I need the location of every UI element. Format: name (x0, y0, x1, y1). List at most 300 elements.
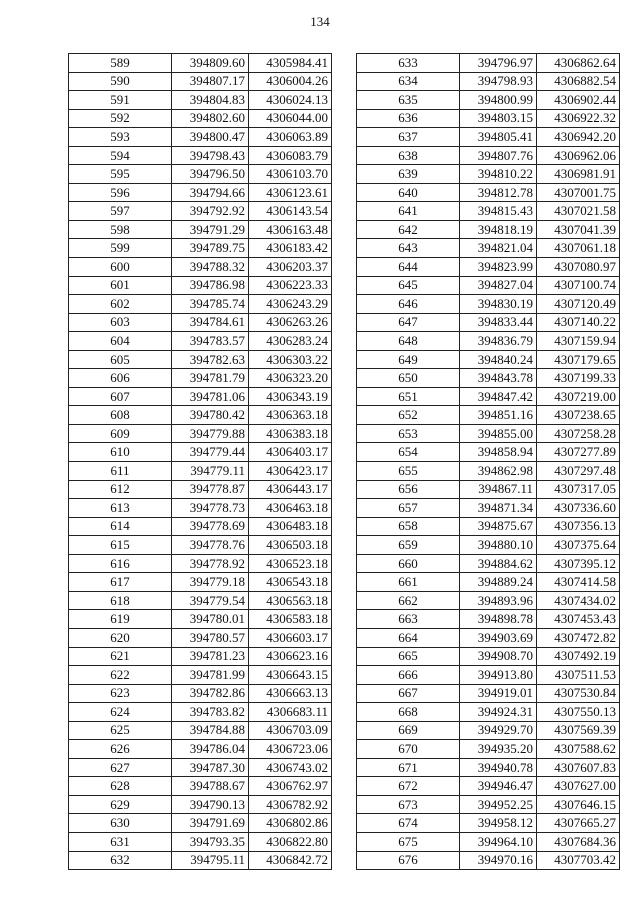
y-coordinate-cell: 4307665.27 (537, 814, 620, 833)
point-number-cell: 660 (357, 554, 460, 573)
y-coordinate-cell: 4306143.54 (249, 202, 332, 221)
table-row (69, 647, 332, 666)
table-row (357, 517, 620, 536)
y-coordinate-cell: 4306563.18 (249, 591, 332, 610)
x-coordinate-cell: 394810.22 (460, 165, 537, 184)
x-coordinate-cell: 394818.19 (460, 220, 537, 239)
point-number-cell: 633 (357, 54, 460, 73)
x-coordinate-cell: 394893.96 (460, 591, 537, 610)
point-number-cell: 647 (357, 313, 460, 332)
y-coordinate-cell: 4307080.97 (537, 258, 620, 277)
y-coordinate-cell: 4307627.00 (537, 777, 620, 796)
x-coordinate-cell: 394809.60 (172, 54, 249, 73)
point-number-cell: 630 (69, 814, 172, 833)
x-coordinate-cell: 394913.80 (460, 666, 537, 685)
y-coordinate-cell: 4306483.18 (249, 517, 332, 536)
x-coordinate-cell: 394884.62 (460, 554, 537, 573)
x-coordinate-cell: 394802.60 (172, 109, 249, 128)
y-coordinate-cell: 4306403.17 (249, 443, 332, 462)
point-number-cell: 642 (357, 220, 460, 239)
y-coordinate-cell: 4306922.32 (537, 109, 620, 128)
y-coordinate-cell: 4306523.18 (249, 554, 332, 573)
y-coordinate-cell: 4307607.83 (537, 758, 620, 777)
point-number-cell: 666 (357, 666, 460, 685)
point-number-cell: 672 (357, 777, 460, 796)
point-number-cell: 653 (357, 424, 460, 443)
table-row (357, 814, 620, 833)
table-row (357, 573, 620, 592)
x-coordinate-cell: 394858.94 (460, 443, 537, 462)
x-coordinate-cell: 394827.04 (460, 276, 537, 295)
y-coordinate-cell: 4306323.20 (249, 369, 332, 388)
table-row (69, 851, 332, 870)
table-row (69, 573, 332, 592)
table-row (357, 851, 620, 870)
point-number-cell: 662 (357, 591, 460, 610)
x-coordinate-cell: 394784.88 (172, 721, 249, 740)
x-coordinate-cell: 394807.17 (172, 72, 249, 91)
point-number-cell: 623 (69, 684, 172, 703)
x-coordinate-cell: 394796.50 (172, 165, 249, 184)
point-number-cell: 659 (357, 536, 460, 555)
table-row (357, 332, 620, 351)
y-coordinate-cell: 4307120.49 (537, 295, 620, 314)
table-row (357, 387, 620, 406)
x-coordinate-cell: 394903.69 (460, 628, 537, 647)
table-row (357, 591, 620, 610)
table-row (357, 758, 620, 777)
x-coordinate-cell: 394908.70 (460, 647, 537, 666)
table-row (69, 239, 332, 258)
y-coordinate-cell: 4306004.26 (249, 72, 332, 91)
point-number-cell: 622 (69, 666, 172, 685)
y-coordinate-cell: 4306942.20 (537, 128, 620, 147)
x-coordinate-cell: 394871.34 (460, 499, 537, 518)
table-row (69, 462, 332, 481)
x-coordinate-cell: 394781.79 (172, 369, 249, 388)
x-coordinate-cell: 394798.93 (460, 72, 537, 91)
x-coordinate-cell: 394783.82 (172, 703, 249, 722)
y-coordinate-cell: 4306802.86 (249, 814, 332, 833)
point-number-cell: 600 (69, 258, 172, 277)
table-row (69, 387, 332, 406)
point-number-cell: 619 (69, 610, 172, 629)
table-row (69, 276, 332, 295)
x-coordinate-cell: 394929.70 (460, 721, 537, 740)
point-number-cell: 639 (357, 165, 460, 184)
y-coordinate-cell: 4307492.19 (537, 647, 620, 666)
x-coordinate-cell: 394789.75 (172, 239, 249, 258)
table-row (69, 740, 332, 759)
y-coordinate-cell: 4307336.60 (537, 499, 620, 518)
x-coordinate-cell: 394778.87 (172, 480, 249, 499)
point-number-cell: 594 (69, 146, 172, 165)
table-row (357, 165, 620, 184)
table-row (69, 424, 332, 443)
x-coordinate-cell: 394964.10 (460, 832, 537, 851)
table-row (357, 703, 620, 722)
y-coordinate-cell: 4306862.64 (537, 54, 620, 73)
table-row (357, 72, 620, 91)
x-coordinate-cell: 394924.31 (460, 703, 537, 722)
y-coordinate-cell: 4307472.82 (537, 628, 620, 647)
table-row (357, 777, 620, 796)
y-coordinate-cell: 4306463.18 (249, 499, 332, 518)
table-row (69, 795, 332, 814)
point-number-cell: 605 (69, 350, 172, 369)
table-row (69, 146, 332, 165)
point-number-cell: 669 (357, 721, 460, 740)
y-coordinate-cell: 4306083.79 (249, 146, 332, 165)
y-coordinate-cell: 4307414.58 (537, 573, 620, 592)
point-number-cell: 646 (357, 295, 460, 314)
point-number-cell: 651 (357, 387, 460, 406)
table-row (357, 202, 620, 221)
x-coordinate-cell: 394795.11 (172, 851, 249, 870)
table-row (69, 91, 332, 110)
table-row (69, 684, 332, 703)
y-coordinate-cell: 4307703.42 (537, 851, 620, 870)
y-coordinate-cell: 4306383.18 (249, 424, 332, 443)
x-coordinate-cell: 394800.99 (460, 91, 537, 110)
x-coordinate-cell: 394836.79 (460, 332, 537, 351)
point-number-cell: 606 (69, 369, 172, 388)
y-coordinate-cell: 4306782.92 (249, 795, 332, 814)
table-row (69, 610, 332, 629)
point-number-cell: 663 (357, 610, 460, 629)
table-row (357, 480, 620, 499)
y-coordinate-cell: 4306623.16 (249, 647, 332, 666)
point-number-cell: 636 (357, 109, 460, 128)
point-number-cell: 597 (69, 202, 172, 221)
x-coordinate-cell: 394779.54 (172, 591, 249, 610)
x-coordinate-cell: 394779.18 (172, 573, 249, 592)
y-coordinate-cell: 4306183.42 (249, 239, 332, 258)
table-row (69, 406, 332, 425)
x-coordinate-cell: 394812.78 (460, 183, 537, 202)
x-coordinate-cell: 394800.47 (172, 128, 249, 147)
x-coordinate-cell: 394786.98 (172, 276, 249, 295)
x-coordinate-cell: 394778.76 (172, 536, 249, 555)
table-row (357, 554, 620, 573)
y-coordinate-cell: 4307100.74 (537, 276, 620, 295)
y-coordinate-cell: 4307140.22 (537, 313, 620, 332)
point-number-cell: 603 (69, 313, 172, 332)
x-coordinate-cell: 394793.35 (172, 832, 249, 851)
table-row (69, 202, 332, 221)
table-row (357, 295, 620, 314)
point-number-cell: 593 (69, 128, 172, 147)
x-coordinate-cell: 394847.42 (460, 387, 537, 406)
point-number-cell: 627 (69, 758, 172, 777)
x-coordinate-cell: 394786.04 (172, 740, 249, 759)
point-number-cell: 643 (357, 239, 460, 258)
point-number-cell: 626 (69, 740, 172, 759)
table-row (69, 499, 332, 518)
x-coordinate-cell: 394780.42 (172, 406, 249, 425)
y-coordinate-cell: 4306981.91 (537, 165, 620, 184)
point-number-cell: 632 (69, 851, 172, 870)
x-coordinate-cell: 394782.86 (172, 684, 249, 703)
y-coordinate-cell: 4306743.02 (249, 758, 332, 777)
y-coordinate-cell: 4306723.06 (249, 740, 332, 759)
y-coordinate-cell: 4306363.18 (249, 406, 332, 425)
y-coordinate-cell: 4306024.13 (249, 91, 332, 110)
point-number-cell: 614 (69, 517, 172, 536)
point-number-cell: 596 (69, 183, 172, 202)
y-coordinate-cell: 4307646.15 (537, 795, 620, 814)
table-row (357, 313, 620, 332)
y-coordinate-cell: 4306762.97 (249, 777, 332, 796)
y-coordinate-cell: 4306263.26 (249, 313, 332, 332)
y-coordinate-cell: 4306303.22 (249, 350, 332, 369)
y-coordinate-cell: 4307317.05 (537, 480, 620, 499)
x-coordinate-cell: 394851.16 (460, 406, 537, 425)
point-number-cell: 674 (357, 814, 460, 833)
y-coordinate-cell: 4307277.89 (537, 443, 620, 462)
point-number-cell: 590 (69, 72, 172, 91)
x-coordinate-cell: 394781.06 (172, 387, 249, 406)
y-coordinate-cell: 4307569.39 (537, 721, 620, 740)
x-coordinate-cell: 394855.00 (460, 424, 537, 443)
table-row (357, 740, 620, 759)
point-number-cell: 625 (69, 721, 172, 740)
x-coordinate-cell: 394880.10 (460, 536, 537, 555)
x-coordinate-cell: 394919.01 (460, 684, 537, 703)
x-coordinate-cell: 394830.19 (460, 295, 537, 314)
x-coordinate-cell: 394898.78 (460, 610, 537, 629)
y-coordinate-cell: 4307219.00 (537, 387, 620, 406)
y-coordinate-cell: 4307684.36 (537, 832, 620, 851)
x-coordinate-cell: 394792.92 (172, 202, 249, 221)
point-number-cell: 628 (69, 777, 172, 796)
x-coordinate-cell: 394862.98 (460, 462, 537, 481)
x-coordinate-cell: 394804.83 (172, 91, 249, 110)
table-row (357, 369, 620, 388)
table-row (69, 591, 332, 610)
point-number-cell: 635 (357, 91, 460, 110)
point-number-cell: 595 (69, 165, 172, 184)
point-number-cell: 599 (69, 239, 172, 258)
x-coordinate-cell: 394785.74 (172, 295, 249, 314)
point-number-cell: 667 (357, 684, 460, 703)
table-row (357, 350, 620, 369)
table-row (69, 72, 332, 91)
y-coordinate-cell: 4307041.39 (537, 220, 620, 239)
point-number-cell: 648 (357, 332, 460, 351)
y-coordinate-cell: 4306423.17 (249, 462, 332, 481)
table-row (69, 480, 332, 499)
table-row (357, 443, 620, 462)
point-number-cell: 629 (69, 795, 172, 814)
y-coordinate-cell: 4306203.37 (249, 258, 332, 277)
table-row (357, 795, 620, 814)
table-row (357, 832, 620, 851)
point-number-cell: 675 (357, 832, 460, 851)
point-number-cell: 649 (357, 350, 460, 369)
x-coordinate-cell: 394779.11 (172, 462, 249, 481)
point-number-cell: 601 (69, 276, 172, 295)
table-row (69, 109, 332, 128)
point-number-cell: 641 (357, 202, 460, 221)
table-row (69, 832, 332, 851)
table-row (69, 554, 332, 573)
table-row (69, 517, 332, 536)
x-coordinate-cell: 394782.63 (172, 350, 249, 369)
y-coordinate-cell: 4307238.65 (537, 406, 620, 425)
y-coordinate-cell: 4307395.12 (537, 554, 620, 573)
point-number-cell: 645 (357, 276, 460, 295)
table-row (357, 684, 620, 703)
table-row (357, 239, 620, 258)
y-coordinate-cell: 4307375.64 (537, 536, 620, 555)
x-coordinate-cell: 394783.57 (172, 332, 249, 351)
point-number-cell: 634 (357, 72, 460, 91)
x-coordinate-cell: 394833.44 (460, 313, 537, 332)
point-number-cell: 658 (357, 517, 460, 536)
table-row (357, 54, 620, 73)
table-row (69, 721, 332, 740)
x-coordinate-cell: 394843.78 (460, 369, 537, 388)
table-row (69, 443, 332, 462)
x-coordinate-cell: 394796.97 (460, 54, 537, 73)
table-row (357, 183, 620, 202)
table-row (69, 313, 332, 332)
point-number-cell: 609 (69, 424, 172, 443)
y-coordinate-cell: 4306882.54 (537, 72, 620, 91)
table-row (357, 647, 620, 666)
point-number-cell: 655 (357, 462, 460, 481)
point-number-cell: 589 (69, 54, 172, 73)
point-number-cell: 611 (69, 462, 172, 481)
x-coordinate-cell: 394805.41 (460, 128, 537, 147)
x-coordinate-cell: 394952.25 (460, 795, 537, 814)
table-row (357, 628, 620, 647)
table-row (69, 332, 332, 351)
y-coordinate-cell: 4306902.44 (537, 91, 620, 110)
y-coordinate-cell: 4307021.58 (537, 202, 620, 221)
point-number-cell: 661 (357, 573, 460, 592)
x-coordinate-cell: 394778.92 (172, 554, 249, 573)
x-coordinate-cell: 394784.61 (172, 313, 249, 332)
x-coordinate-cell: 394781.23 (172, 647, 249, 666)
y-coordinate-cell: 4307550.13 (537, 703, 620, 722)
x-coordinate-cell: 394779.88 (172, 424, 249, 443)
table-row (69, 258, 332, 277)
y-coordinate-cell: 4306243.29 (249, 295, 332, 314)
x-coordinate-cell: 394790.13 (172, 795, 249, 814)
x-coordinate-cell: 394787.30 (172, 758, 249, 777)
x-coordinate-cell: 394815.43 (460, 202, 537, 221)
x-coordinate-cell: 394798.43 (172, 146, 249, 165)
point-number-cell: 604 (69, 332, 172, 351)
table-row (357, 462, 620, 481)
y-coordinate-cell: 4307001.75 (537, 183, 620, 202)
y-coordinate-cell: 4306283.24 (249, 332, 332, 351)
x-coordinate-cell: 394940.78 (460, 758, 537, 777)
table-row (357, 721, 620, 740)
point-number-cell: 620 (69, 628, 172, 647)
point-number-cell: 637 (357, 128, 460, 147)
point-number-cell: 610 (69, 443, 172, 462)
point-number-cell: 607 (69, 387, 172, 406)
y-coordinate-cell: 4307199.33 (537, 369, 620, 388)
table-row (69, 350, 332, 369)
point-number-cell: 621 (69, 647, 172, 666)
table-row (357, 109, 620, 128)
point-number-cell: 654 (357, 443, 460, 462)
y-coordinate-cell: 4307453.43 (537, 610, 620, 629)
y-coordinate-cell: 4306343.19 (249, 387, 332, 406)
x-coordinate-cell: 394788.32 (172, 258, 249, 277)
table-row (357, 276, 620, 295)
point-number-cell: 640 (357, 183, 460, 202)
page-number: 134 (310, 14, 330, 29)
y-coordinate-cell: 4306822.80 (249, 832, 332, 851)
y-coordinate-cell: 4307061.18 (537, 239, 620, 258)
y-coordinate-cell: 4306503.18 (249, 536, 332, 555)
y-coordinate-cell: 4306063.89 (249, 128, 332, 147)
point-number-cell: 591 (69, 91, 172, 110)
table-row (357, 128, 620, 147)
table-row (69, 165, 332, 184)
table-row (69, 295, 332, 314)
point-number-cell: 656 (357, 480, 460, 499)
x-coordinate-cell: 394780.57 (172, 628, 249, 647)
y-coordinate-cell: 4307179.65 (537, 350, 620, 369)
x-coordinate-cell: 394794.66 (172, 183, 249, 202)
y-coordinate-cell: 4307356.13 (537, 517, 620, 536)
x-coordinate-cell: 394821.04 (460, 239, 537, 258)
coordinates-table-left (68, 53, 332, 870)
table-row (357, 610, 620, 629)
table-row (69, 628, 332, 647)
y-coordinate-cell: 4306683.11 (249, 703, 332, 722)
x-coordinate-cell: 394875.67 (460, 517, 537, 536)
point-number-cell: 615 (69, 536, 172, 555)
point-number-cell: 602 (69, 295, 172, 314)
x-coordinate-cell: 394970.16 (460, 851, 537, 870)
table-row (69, 220, 332, 239)
x-coordinate-cell: 394788.67 (172, 777, 249, 796)
y-coordinate-cell: 4306543.18 (249, 573, 332, 592)
point-number-cell: 673 (357, 795, 460, 814)
x-coordinate-cell: 394867.11 (460, 480, 537, 499)
coordinates-table-right (356, 53, 620, 870)
table-row (357, 91, 620, 110)
table-row (69, 814, 332, 833)
point-number-cell: 664 (357, 628, 460, 647)
point-number-cell: 616 (69, 554, 172, 573)
y-coordinate-cell: 4306663.13 (249, 684, 332, 703)
x-coordinate-cell: 394791.69 (172, 814, 249, 833)
y-coordinate-cell: 4306842.72 (249, 851, 332, 870)
y-coordinate-cell: 4306583.18 (249, 610, 332, 629)
x-coordinate-cell: 394780.01 (172, 610, 249, 629)
point-number-cell: 652 (357, 406, 460, 425)
table-row (357, 258, 620, 277)
table-row (69, 369, 332, 388)
point-number-cell: 638 (357, 146, 460, 165)
point-number-cell: 608 (69, 406, 172, 425)
point-number-cell: 650 (357, 369, 460, 388)
x-coordinate-cell: 394807.76 (460, 146, 537, 165)
x-coordinate-cell: 394946.47 (460, 777, 537, 796)
table-row (69, 758, 332, 777)
table-row (69, 128, 332, 147)
point-number-cell: 671 (357, 758, 460, 777)
y-coordinate-cell: 4306643.15 (249, 666, 332, 685)
